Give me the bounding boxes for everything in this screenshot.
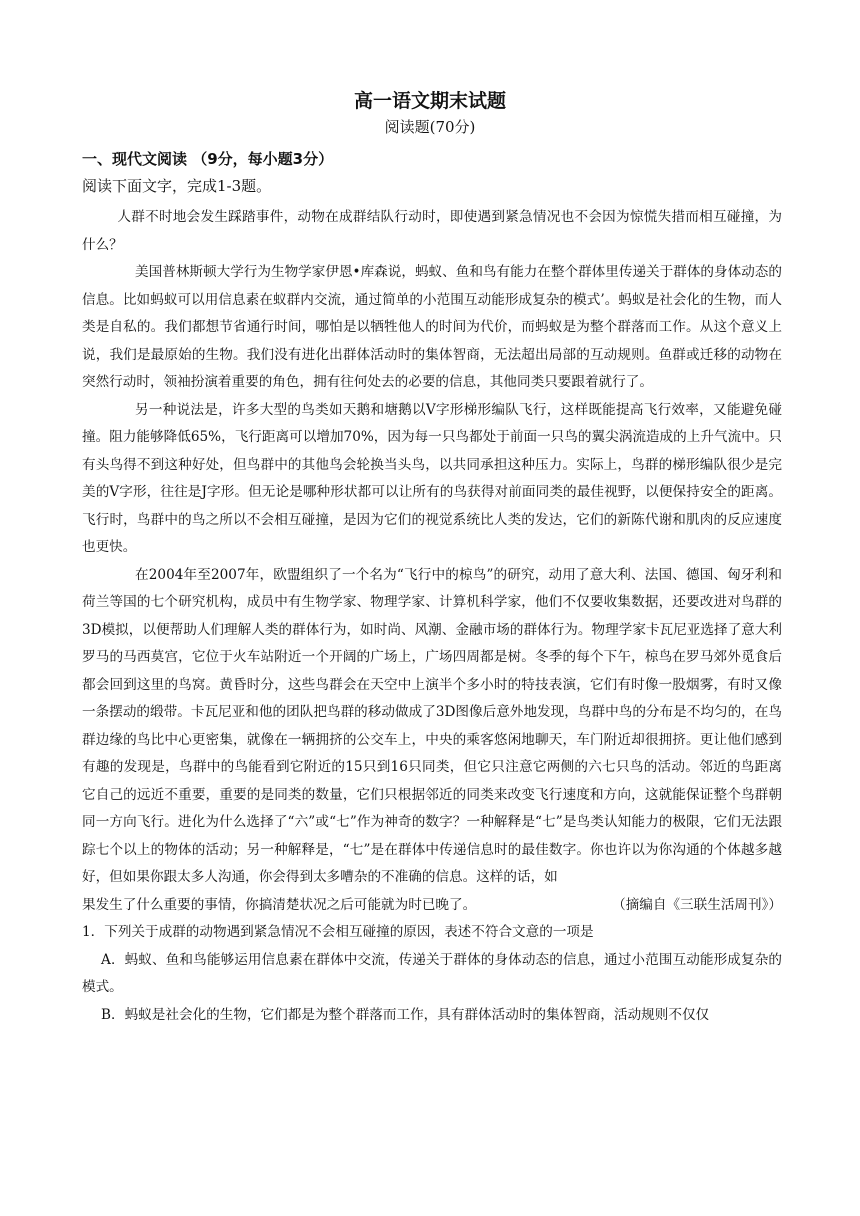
passage-paragraph-1: 人群不时地会发生踩踏事件，动物在成群结队行动时，即使遇到紧急情况也不会因为惊慌失措而相互碰撞，为什么？ — [82, 209, 782, 253]
reading-passage — [82, 204, 782, 1029]
passage-source: （摘编自《三联生活周刊》） — [612, 896, 782, 913]
section-heading: 一、现代文阅读 （9分，每小题3分） — [82, 150, 334, 168]
passage-paragraph-4: 在2004年至2007年，欧盟组织了一个名为“飞行中的椋鸟”的研究，动用了意大利、法国、德国、匈牙利和荷兰等国的七个研究机构，成员中有生物学家、物理学家、计算机科学家，他们不仅要收集数据，还要改进对鸟群的3D模拟，以便帮助人们理解人类的群体行为，如时尚、风潮、金融市场的群体行为。物理学家卡瓦尼亚选择了意大利罗马的马西莫宫，它位于火车站附近一个开阔的广场上，广场四周都是树。冬季的每个下午，椋鸟在罗马郊外觅食后都会回到这里的鸟窝。黄昏时分，这些鸟群会在天空中上演半个多小时的特技表演，它们有时像一股烟雾，有时又像一条摆动的缎带。卡瓦尼亚和他的团队把鸟群的移动做成了3D图像后意外地发现，鸟群中鸟的分布是不均匀的，在鸟群边缘的鸟比中心更密集，就像在一辆拥挤的公交车上，中央的乘客悠闲地聊天，车门附近却很拥挤。更让他们感到有趣的发现是，鸟群中的鸟能看到它附近的15只到16只同类，但它只注意它两侧的六七只鸟的活动。邻近的鸟距离它自己的远近不重要，重要的是同类的数量，它们只根据邻近的同类来改变飞行速度和方向，这就能保证整个鸟群朝同一方向飞行。进化为什么选择了“六”或“七”作为神奇的数字？一种解释是“七”是鸟类认知能力的极限，它们无法跟踪七个以上的物体的活动；另一种解释是，“七”是在群体中传递信息时的最佳数字。你也许以为你沟通的个体越多越好，但如果你跟太多人沟通，你会得到太多嘈杂的不准确的信息。这样的话，如 — [82, 566, 782, 885]
question-1-option-b: B．蚂蚁是社会化的生物，它们都是为整个群落而工作，具有群体活动时的集体智商，活动规则不仅仅 — [101, 1006, 710, 1023]
exam-title: 高一语文期末试题 — [353, 90, 506, 112]
passage-last-line: 果发生了什么重要的事情，你搞清楚状况之后可能就为时已晚了。 — [82, 896, 477, 913]
exam-subtitle: 阅读题(70分) — [384, 118, 476, 136]
question-1-option-a: A．蚂蚁、鱼和鸟能够运用信息素在群体中交流，传递关于群体的身体动态的信息，通过小范围互动能形成复杂的模式。 — [82, 951, 782, 995]
reading-instruction: 阅读下面文字，完成1-3题。 — [82, 177, 272, 195]
passage-paragraph-3: 另一种说法是，许多大型的鸟类如天鹅和塘鹅以V字形梯形编队飞行，这样既能提高飞行效率，又能避免碰撞。阻力能够降低65%，飞行距离可以增加70%，因为每一只鸟都处于前面一只鸟的翼尖涡流造成的上升气流中。只有头鸟得不到这种好处，但鸟群中的其他鸟会轮换当头鸟，以共同承担这种压力。实际上，鸟群的梯形编队很少是完美的V字形，往往是J字形。但无论是哪种形状都可以让所有的鸟获得对前面同类的最佳视野，以便保持安全的距离。飞行时，鸟群中的鸟之所以不会相互碰撞，是因为它们的视觉系统比人类的发达，它们的新陈代谢和肌肉的反应速度也更快。 — [82, 401, 782, 555]
passage-paragraph-4-tail — [82, 892, 782, 920]
question-1-stem: 1．下列关于成群的动物遇到紧急情况不会相互碰撞的原因，表述不符合文意的一项是 — [82, 924, 594, 940]
passage-paragraph-2: 美国普林斯顿大学行为生物学家伊恩•库森说，蚂蚁、鱼和鸟有能力在整个群体里传递关于群体的身体动态的信息。比如蚂蚁可以用信息素在蚁群内交流，通过简单的小范围互动能形成复杂的模式’。蚂蚁是社会化的生物，而人类是自私的。我们都想节省通行时间，哪怕是以牺牲他人的时间为代价，而蚂蚁是为整个群落而工作。从这个意义上说，我们是最原始的生物。我们没有进化出群体活动时的集体智商，无法超出局部的互动规则。鱼群或迁移的动物在突然行动时，领袖扮演着重要的角色，拥有往何处去的必要的信息，其他同类只要跟着就行了。 — [82, 264, 782, 390]
